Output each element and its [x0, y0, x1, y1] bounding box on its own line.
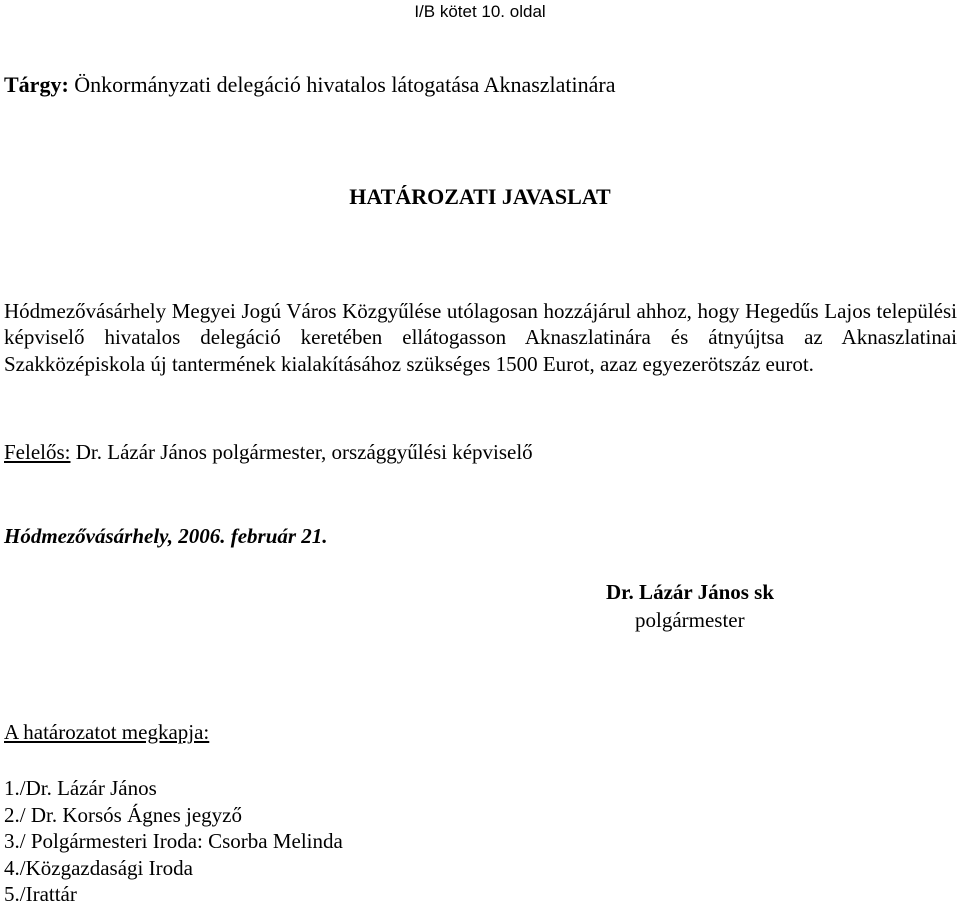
distribution-item: 2./ Dr. Korsós Ágnes jegyző	[4, 802, 242, 827]
distribution-item: 3./ Polgármesteri Iroda: Csorba Melinda	[4, 829, 343, 853]
subject-label: Tárgy:	[4, 72, 69, 97]
page-header: I/B kötet 10. oldal	[414, 2, 546, 21]
distribution-item: 1./Dr. Lázár János	[4, 776, 157, 800]
resolution-text: Hódmezővásárhely Megyei Jogú Város Közgyűlése utólagosan hozzájárul ahhoz, hogy Hegedűs Lajos települési képviselő hivatalos delegáció keretében ellátogasson Aknaszlatinára és átnyújtsa az Aknaszlatinai Szakközépiskola új tantermének kialakításához szükséges 1500 Eurot, azaz egyezerötszáz eurot.	[4, 299, 957, 376]
responsible-line	[4, 439, 533, 465]
responsible-label: Felelős:	[4, 440, 71, 464]
signer-name: Dr. Lázár János sk	[606, 580, 775, 604]
distribution-heading: A határozatot megkapja:	[4, 720, 210, 744]
signer-role: polgármester	[635, 608, 745, 632]
subject-line	[4, 71, 616, 99]
distribution-list	[4, 775, 343, 908]
responsible-text: Dr. Lázár János polgármester, országgyűlési képviselő	[70, 440, 533, 464]
distribution-item: 4./Közgazdasági Iroda	[4, 855, 193, 880]
subject-text: Önkormányzati delegáció hivatalos látogatása Aknaszlatinára	[68, 72, 616, 97]
distribution-item: 5./Irattár	[4, 882, 77, 906]
document-title: HATÁROZATI JAVASLAT	[349, 184, 611, 209]
place-date: Hódmezővásárhely, 2006. február 21.	[4, 524, 328, 548]
